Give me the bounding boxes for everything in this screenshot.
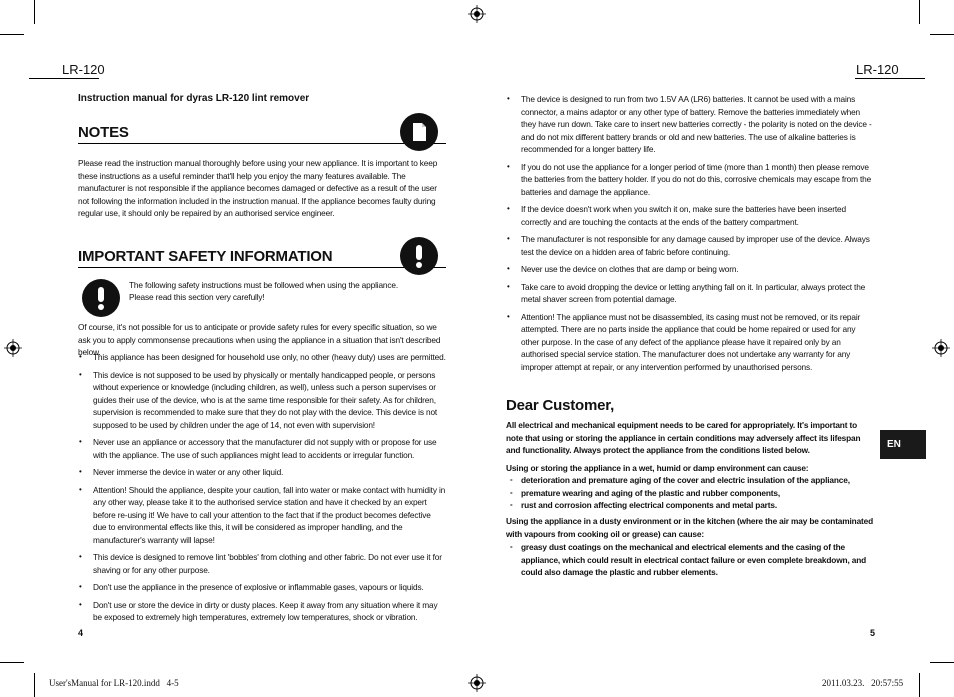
list-item: • Never use the device on clothes that are damp or being worn.	[506, 263, 874, 276]
list-item: • This device is not supposed to be used by physically or mentally handicapped people, or persons without experience or knowledge (including children, as well), unless such a person supervises or guides their use of the device, who is at the same time responsible for their safety. As for children, supervision is recommended to make sure that they do not play with the device. This device is not supposed to be used by children under the age of 14, not even with supervision!	[78, 369, 446, 432]
exclamation-icon	[82, 279, 120, 317]
footer-timestamp: 2011.03.23. 20:57:55	[822, 678, 904, 688]
safety-intro-1: The following safety instructions must be followed when using the appliance.	[129, 280, 399, 290]
dear-intro: All electrical and mechanical equipment needs to be cared for appropriately. It's important to note that using or storing the appliance in certain conditions may adversely affect its lifespan and functionality. Always protect the appliance from the conditions listed below.	[506, 420, 861, 455]
safety-paragraph: Of course, it's not possible for us to anticipate or provide safety rules for every specific situation, so we ask you to apply commonsense precautions when using the appliance in a situation that isn't described below.	[78, 322, 441, 357]
list-item: • Attention! The appliance must not be disassembled, its casing must not be removed, or its repair attempted. There are no parts inside the appliance that could be home repaired or used for any other purpose. In the case of any defect of the appliance please have it repaired only by an authorised special service station. The manufacturer does not undertake any warranty for any improper attempt at repair, or any intervention performed by unauthorised persons.	[506, 311, 874, 374]
list-item: • If the device doesn't work when you switch it on, make sure the batteries have been inserted correctly and are touching the contacts at the ends of the battery compartment.	[506, 203, 874, 228]
wet-list	[506, 474, 874, 512]
list-item: - greasy dust coatings on the mechanical and electrical elements and the casing of the appliance, which could result in electrical contact failure or even complete breakdown, and could also damage the plastic and rubber elements.	[506, 541, 874, 579]
language-tab-label: EN	[887, 439, 901, 450]
notes-heading-rule	[78, 143, 446, 144]
notes-text: Please read the instruction manual thoroughly before using your new appliance. It is important to keep these instructions as a useful reminder that'll help you enjoy the many features available. The manufacturer is not responsible if the appliance becomes damaged or defective as a result of the user not following the information included in the instruction manual. If the appliance becomes faulty during regular use, it should only be repaired by an authorised service engineer.	[78, 158, 438, 218]
manual-title: Instruction manual for dyras LR-120 lint remover	[78, 93, 310, 104]
wet-heading: Using or storing the appliance in a wet, humid or damp environment can cause:	[506, 463, 809, 473]
list-item: • Take care to avoid dropping the device or letting anything fall on it. In particular, always protect the metal shaver screen from potential damage.	[506, 281, 874, 306]
right-bullet-list	[506, 93, 874, 373]
list-item: • This device is designed to remove lint 'bobbles' from clothing and other fabric. Do not ever use it for shaving or for any other purpose.	[78, 551, 446, 576]
left-bullet-list	[78, 351, 446, 624]
list-item: • Attention! Should the appliance, despite your caution, fall into water or make contact with humidity in any other way, please take it to the authorised service station and have it checked by an expert before re-using it! We have to call your attention to the fact that if the product becomes defective due to environmental effects like this, it will be considered as improper handling, and the manufacturer's warranty will lapse!	[78, 484, 446, 547]
registration-mark-icon	[468, 674, 486, 692]
dusty-heading: Using the appliance in a dusty environment or in the kitchen (where the air may be contaminated with vapours from cooking oil or grease) can cause:	[506, 516, 874, 539]
safety-heading: IMPORTANT SAFETY INFORMATION	[78, 248, 333, 265]
registration-mark-icon	[932, 339, 950, 357]
crop-mark	[930, 662, 954, 663]
right-header-rule	[855, 78, 925, 79]
language-tab	[880, 430, 926, 459]
crop-mark	[919, 673, 920, 697]
registration-mark-icon	[4, 339, 22, 357]
exclamation-icon	[400, 237, 438, 275]
crop-mark	[930, 34, 954, 35]
crop-mark	[0, 662, 24, 663]
crop-mark	[0, 34, 24, 35]
page-number-right: 5	[870, 628, 876, 638]
safety-heading-rule	[78, 267, 446, 268]
list-item: • Never use an appliance or accessory that the manufacturer did not supply with or propose for use with the appliance. The use of such appliances might lead to accidents or irregular function.	[78, 436, 446, 461]
page-number-left: 4	[78, 628, 84, 638]
list-item: - premature wearing and aging of the plastic and rubber components,	[506, 487, 874, 500]
list-item: • Never immerse the device in water or any other liquid.	[78, 466, 446, 479]
list-item: • Don't use the appliance in the presence of explosive or inflammable gases, vapours or liquids.	[78, 581, 446, 594]
right-page-model: LR-120	[856, 62, 899, 77]
dusty-list	[506, 541, 874, 579]
crop-mark	[34, 673, 35, 697]
dear-customer-heading: Dear Customer,	[506, 397, 615, 414]
left-header-rule	[29, 78, 99, 79]
notes-heading: NOTES	[78, 124, 129, 141]
safety-intro-2: Please read this section very carefully!	[129, 292, 265, 302]
registration-mark-icon	[468, 5, 486, 23]
left-page-model: LR-120	[62, 62, 105, 77]
list-item: • Don't use or store the device in dirty or dusty places. Keep it away from any situation where it may be exposed to extremely high temperatures, extremely low temperatures, shock or vibration.	[78, 599, 446, 624]
note-page-icon	[400, 113, 438, 151]
list-item: • The device is designed to run from two 1.5V AA (LR6) batteries. It cannot be used with a mains connector, a mains adaptor or any other type of battery. Remove the batteries immediately when they have run down. Take care to insert new batteries correctly - the polarity is noted on the device - and do not mix different battery brands or old and new batteries. The use of alkaline batteries is recommended for a longer battery life.	[506, 93, 874, 156]
crop-mark	[34, 0, 35, 24]
footer-file-name: User'sManual for LR-120.indd 4-5	[49, 678, 179, 688]
list-item: • The manufacturer is not responsible for any damage caused by improper use of the device. Always test the device on a hidden area of fabric before continuing.	[506, 233, 874, 258]
crop-mark	[919, 0, 920, 24]
list-item: - deterioration and premature aging of the cover and electric insulation of the appliance,	[506, 474, 874, 487]
list-item: • If you do not use the appliance for a longer period of time (more than 1 month) then please remove the batteries from the battery holder. If you do not do this, corrosive chemicals may escape from the batteries and damage the appliance.	[506, 161, 874, 199]
list-item: • This appliance has been designed for household use only, no other (heavy duty) uses are permitted.	[78, 351, 446, 364]
list-item: - rust and corrosion affecting electrical components and metal parts.	[506, 499, 874, 512]
